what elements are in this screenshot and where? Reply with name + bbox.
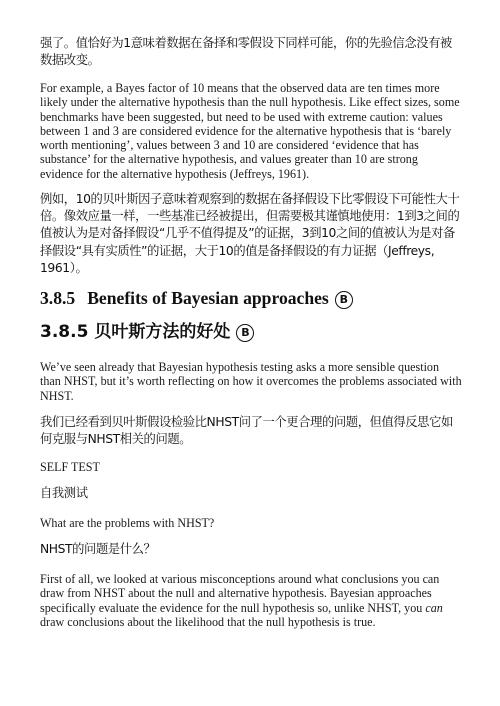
level-b-badge-icon: B	[335, 291, 353, 309]
self-test-label-zh: 自我测试	[40, 486, 88, 500]
emphasis-text: can	[425, 600, 443, 615]
section-heading-zh	[40, 322, 462, 342]
section-number: 3.8.5	[40, 288, 76, 308]
paragraph-misconceptions-en	[40, 572, 462, 629]
section-heading-en	[40, 288, 462, 309]
section-title-zh: 贝叶斯方法的好处	[94, 322, 231, 342]
paragraph-intro-zh: 我们已经看到贝叶斯假设检验比NHST问了一个更合理的问题，但值得反思它如何克服与NHST相关的问题。	[40, 415, 453, 447]
text-run: draw conclusions about the likelihood that the null hypothesis is true.	[40, 614, 376, 629]
paragraph-bayes-factor-example-zh: 例如，10的贝叶斯因子意味着观察到的数据在备择假设下比零假设下可能性大十倍。像效应量一样，一些基准已经被提出，但需要极其谨慎地使用：1到3之间的值被认为是对备择假设“几乎不值得提及”的证据，3到10之间的值被认为是对备择假设“具有实质性”的证据，大于10的值是备择假设的有力证据（Jeffreys, 1961）。	[40, 192, 460, 275]
self-test-question-en: What are the problems with NHST?	[40, 516, 215, 530]
level-b-badge-icon: B	[236, 324, 254, 342]
paragraph-intro-en: We’ve seen already that Bayesian hypothesis testing asks a more sensible question than NHST, but it’s worth reflecting on how it overcomes the problems associated with NHST.	[40, 360, 462, 403]
section-number-zh: 3.8.5	[40, 322, 89, 342]
paragraph-zh-continuation: 强了。值恰好为1意味着数据在备择和零假设下同样可能，你的先验信念没有被数据改变。	[40, 36, 452, 68]
self-test-label-en: SELF TEST	[40, 460, 100, 474]
paragraph-bayes-factor-example-en: For example, a Bayes factor of 10 means that the observed data are ten times more likely under the alternative hypothesis than the null hypothesis. Like effect sizes, some benchmarks have been suggested, but need to be used with extreme caution: values between 1 and 3 are considered evidence for the alternative hypothesis that is ‘barely worth mentioning’, values between 3 and 10 are considered ‘evidence that has substance’ for the alternative hypothesis, and values greater than 10 are strong evidence for the alternative hypothesis (Jeffreys, 1961).	[40, 81, 460, 181]
section-title: Benefits of Bayesian approaches	[87, 288, 329, 308]
self-test-question-zh: NHST的问题是什么？	[40, 542, 156, 556]
text-run: First of all, we looked at various misconceptions around what conclusions you can draw from NHST about the null and alternative hypothesis. Bayesian approaches specifically evaluate the evidence for the null hypothesis so, unlike NHST, you	[40, 572, 440, 615]
